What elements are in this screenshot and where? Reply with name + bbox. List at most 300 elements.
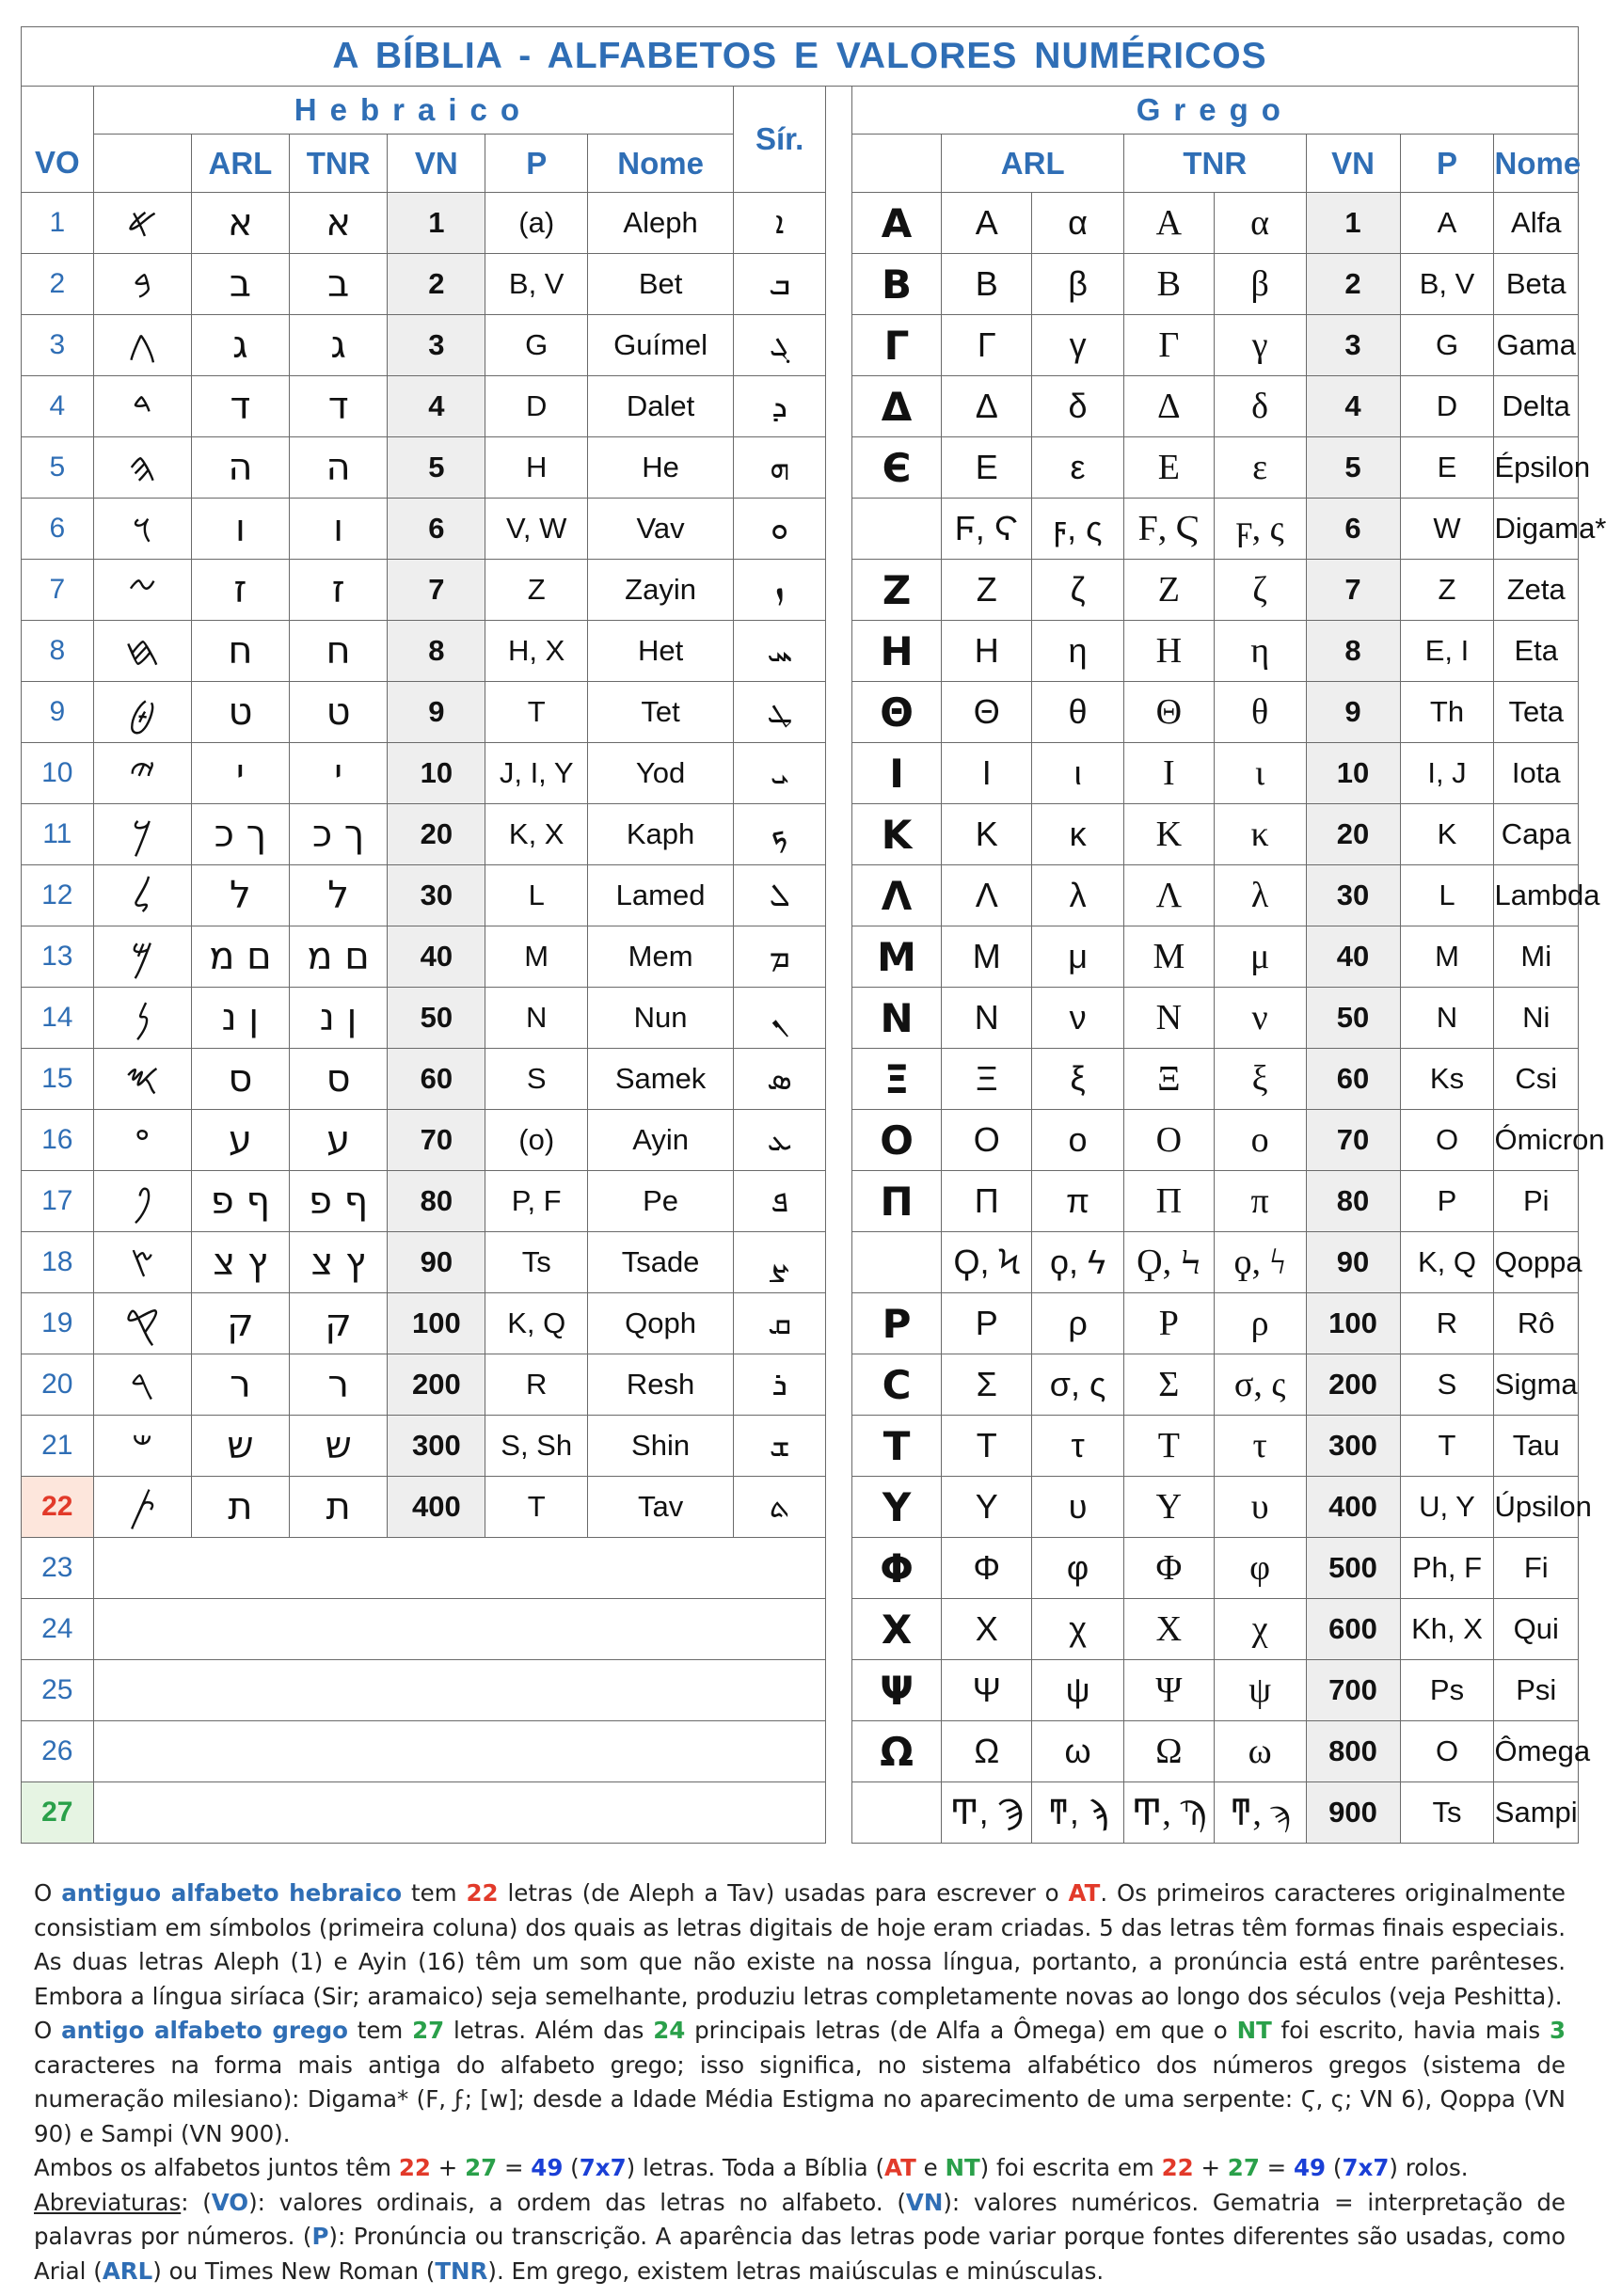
greek-upper-tnr: Κ xyxy=(1123,804,1214,865)
hebrew-numeric-value: 5 xyxy=(388,437,485,499)
note-segment: foi escrito, havia mais xyxy=(1271,2017,1550,2044)
greek-lower-arl: ν xyxy=(1032,988,1124,1049)
note-segment: caracteres na forma mais antiga do alfabeto grego; isso significa, no sistema alfabético dos números gregos (sistema de numeração milesiano): Digama* (Ϝ, ϝ; [w]; desde a Idade Média Estigma no aparecimento de uma serpente: Ϛ, ς; VN 6), Qoppa (VN 90) e Sampi (VN 900). xyxy=(34,2051,1566,2147)
greek-lower-tnr: ι xyxy=(1214,743,1306,804)
paleo-hebrew-letter: 𐤍 xyxy=(93,988,191,1049)
note-totals xyxy=(34,2151,1566,2186)
hebrew-numeric-value: 7 xyxy=(388,560,485,621)
hebrew-numeric-value: 40 xyxy=(388,926,485,988)
ordinal-value: 25 xyxy=(22,1660,94,1721)
greek-numeric-value: 300 xyxy=(1306,1416,1400,1477)
column-gap xyxy=(826,1782,852,1844)
column-gap xyxy=(826,1477,852,1538)
old-greek-letter: Κ xyxy=(851,804,942,865)
greek-numeric-value: 10 xyxy=(1306,743,1400,804)
hebrew-letter-tnr: ן נ xyxy=(290,988,388,1049)
old-greek-letter xyxy=(851,1782,942,1844)
syriac-letter: ܬ xyxy=(734,1477,826,1538)
old-greek-letter: Δ xyxy=(851,376,942,437)
hebrew-letter-name: Pe xyxy=(587,1171,733,1232)
syriac-letter: ܡ xyxy=(734,926,826,988)
ordinal-value: 2 xyxy=(22,254,94,315)
greek-pronunciation: Ph, F xyxy=(1400,1538,1494,1599)
hebrew-letter-arl: ז xyxy=(191,560,289,621)
note-segment: ) rolos. xyxy=(1389,2154,1469,2181)
empty-hebrew-cell xyxy=(93,1599,825,1660)
hebrew-pronunciation: N xyxy=(485,988,587,1049)
ordinal-value: 23 xyxy=(22,1538,94,1599)
greek-numeric-value: 60 xyxy=(1306,1049,1400,1110)
ordinal-value: 4 xyxy=(22,376,94,437)
hebrew-letter-arl: ע xyxy=(191,1110,289,1171)
header-hebrew-tnr: TNR xyxy=(290,135,388,193)
old-greek-letter: Β xyxy=(851,254,942,315)
greek-numeric-value: 6 xyxy=(1306,499,1400,560)
greek-letter-name: Tau xyxy=(1494,1416,1579,1477)
ordinal-value: 26 xyxy=(22,1721,94,1782)
greek-upper-tnr: Β xyxy=(1123,254,1214,315)
column-gap xyxy=(826,1538,852,1599)
greek-pronunciation: W xyxy=(1400,499,1494,560)
note-segment: 49 xyxy=(1294,2154,1327,2181)
greek-upper-tnr: Γ xyxy=(1123,315,1214,376)
note-segment: ). Em grego, existem letras maiúsculas e minúsculas. xyxy=(487,2256,1105,2285)
greek-pronunciation: M xyxy=(1400,926,1494,988)
hebrew-letter-arl: ם מ xyxy=(191,926,289,988)
header-greek-nome: Nome xyxy=(1494,135,1579,193)
table-row xyxy=(22,804,1579,865)
greek-upper-tnr: Ο xyxy=(1123,1110,1214,1171)
ordinal-value: 5 xyxy=(22,437,94,499)
greek-upper-tnr: Ω xyxy=(1123,1721,1214,1782)
empty-hebrew-cell xyxy=(93,1782,825,1844)
hebrew-pronunciation: D xyxy=(485,376,587,437)
greek-letter-name: Épsilon xyxy=(1494,437,1579,499)
greek-pronunciation: Z xyxy=(1400,560,1494,621)
greek-numeric-value: 4 xyxy=(1306,376,1400,437)
old-greek-letter: Ι xyxy=(851,743,942,804)
column-gap xyxy=(826,1599,852,1660)
greek-lower-tnr: η xyxy=(1214,621,1306,682)
hebrew-pronunciation: T xyxy=(485,682,587,743)
column-gap xyxy=(826,804,852,865)
hebrew-pronunciation: V, W xyxy=(485,499,587,560)
greek-letter-name: Iota xyxy=(1494,743,1579,804)
syriac-letter: ܐ xyxy=(734,193,826,254)
greek-lower-tnr: ρ xyxy=(1214,1293,1306,1354)
hebrew-letter-name: Nun xyxy=(587,988,733,1049)
old-greek-letter: Η xyxy=(851,621,942,682)
column-gap xyxy=(826,743,852,804)
hebrew-letter-name: Guímel xyxy=(587,315,733,376)
note-segment: e xyxy=(915,2154,946,2181)
greek-letter-name: Eta xyxy=(1494,621,1579,682)
old-greek-letter: Υ xyxy=(851,1477,942,1538)
syriac-letter: ܦ xyxy=(734,1171,826,1232)
greek-lower-arl: λ xyxy=(1032,865,1124,926)
greek-lower-tnr: α xyxy=(1214,193,1306,254)
greek-upper-tnr: Ρ xyxy=(1123,1293,1214,1354)
hebrew-numeric-value: 9 xyxy=(388,682,485,743)
syriac-letter: ܙ xyxy=(734,560,826,621)
header-syriac: Sír. xyxy=(734,87,826,193)
table-row xyxy=(22,682,1579,743)
hebrew-letter-tnr: ח xyxy=(290,621,388,682)
note-segment: ( xyxy=(563,2154,580,2181)
greek-letter-name: Teta xyxy=(1494,682,1579,743)
greek-upper-arl: Τ xyxy=(942,1416,1032,1477)
greek-lower-tnr: χ xyxy=(1214,1599,1306,1660)
greek-upper-arl: Θ xyxy=(942,682,1032,743)
greek-letter-name: Ómicron xyxy=(1494,1110,1579,1171)
note-segment: AT xyxy=(884,2154,916,2181)
hebrew-letter-name: Resh xyxy=(587,1354,733,1416)
greek-lower-tnr: ν xyxy=(1214,988,1306,1049)
hebrew-pronunciation: J, I, Y xyxy=(485,743,587,804)
greek-letter-name: Beta xyxy=(1494,254,1579,315)
syriac-letter: ܚ xyxy=(734,621,826,682)
greek-pronunciation: O xyxy=(1400,1110,1494,1171)
note-segment: + xyxy=(430,2154,466,2181)
column-gap xyxy=(826,1232,852,1293)
greek-lower-arl: γ xyxy=(1032,315,1124,376)
paleo-hebrew-letter: 𐤓 xyxy=(93,1354,191,1416)
syriac-letter: ܘ xyxy=(734,499,826,560)
hebrew-letter-tnr: ך כ xyxy=(290,804,388,865)
column-gap xyxy=(826,499,852,560)
hebrew-pronunciation: S, Sh xyxy=(485,1416,587,1477)
ordinal-value: 3 xyxy=(22,315,94,376)
table-row xyxy=(22,743,1579,804)
greek-upper-tnr: Ϝ, Ϛ xyxy=(1123,499,1214,560)
explanatory-notes xyxy=(34,1876,1566,2288)
syriac-letter: ܥ xyxy=(734,1110,826,1171)
hebrew-letter-name: Het xyxy=(587,621,733,682)
hebrew-letter-name: Tsade xyxy=(587,1232,733,1293)
hebrew-letter-tnr: ג xyxy=(290,315,388,376)
hebrew-letter-name: Mem xyxy=(587,926,733,988)
ordinal-value: 11 xyxy=(22,804,94,865)
paleo-hebrew-letter: 𐤈 xyxy=(93,682,191,743)
paleo-hebrew-letter: 𐤑 xyxy=(93,1232,191,1293)
greek-pronunciation: Ps xyxy=(1400,1660,1494,1721)
greek-numeric-value: 2 xyxy=(1306,254,1400,315)
old-greek-letter: Α xyxy=(851,193,942,254)
note-segment: = xyxy=(1259,2154,1294,2181)
hebrew-letter-name: Qoph xyxy=(587,1293,733,1354)
greek-pronunciation: T xyxy=(1400,1416,1494,1477)
greek-upper-tnr: Ψ xyxy=(1123,1660,1214,1721)
greek-upper-arl: Λ xyxy=(942,865,1032,926)
greek-pronunciation: L xyxy=(1400,865,1494,926)
table-row xyxy=(22,1171,1579,1232)
syriac-letter: ܗ xyxy=(734,437,826,499)
greek-numeric-value: 200 xyxy=(1306,1354,1400,1416)
syriac-letter: ܟ xyxy=(734,804,826,865)
table-row xyxy=(22,1599,1579,1660)
paleo-hebrew-letter: 𐤕 xyxy=(93,1477,191,1538)
greek-pronunciation: U, Y xyxy=(1400,1477,1494,1538)
hebrew-letter-arl: ה xyxy=(191,437,289,499)
note-segment: Abreviaturas xyxy=(34,2188,182,2216)
greek-lower-tnr: κ xyxy=(1214,804,1306,865)
greek-upper-arl: Β xyxy=(942,254,1032,315)
old-greek-letter: Φ xyxy=(851,1538,942,1599)
greek-numeric-value: 400 xyxy=(1306,1477,1400,1538)
greek-lower-tnr: ε xyxy=(1214,437,1306,499)
table-row xyxy=(22,193,1579,254)
hebrew-letter-tnr: ף פ xyxy=(290,1171,388,1232)
greek-lower-tnr: ω xyxy=(1214,1721,1306,1782)
header-greek: Grego xyxy=(851,87,1578,135)
note-segment: ): Pronúncia ou transcrição. A aparência das letras pode variar porque fontes diferentes são usadas, como Arial ( xyxy=(34,2223,1566,2285)
greek-upper-tnr: Η xyxy=(1123,621,1214,682)
old-greek-letter: Μ xyxy=(851,926,942,988)
header-hebrew-vn: VN xyxy=(388,135,485,193)
note-segment: NT xyxy=(945,2154,980,2181)
paleo-hebrew-letter: 𐤏 xyxy=(93,1110,191,1171)
hebrew-pronunciation: B, V xyxy=(485,254,587,315)
note-segment: 27 xyxy=(412,2017,445,2044)
greek-lower-arl: η xyxy=(1032,621,1124,682)
hebrew-letter-tnr: ר xyxy=(290,1354,388,1416)
note-segment: ) letras. Toda a Bíblia ( xyxy=(626,2154,885,2181)
hebrew-letter-name: Kaph xyxy=(587,804,733,865)
syriac-letter: ܕ xyxy=(734,376,826,437)
old-greek-letter: Є xyxy=(851,437,942,499)
hebrew-letter-tnr: ד xyxy=(290,376,388,437)
greek-lower-arl: ε xyxy=(1032,437,1124,499)
greek-lower-arl: ο xyxy=(1032,1110,1124,1171)
greek-letter-name: Úpsilon xyxy=(1494,1477,1579,1538)
hebrew-pronunciation: Ts xyxy=(485,1232,587,1293)
column-gap xyxy=(826,254,852,315)
note-abbreviations xyxy=(34,2186,1566,2289)
hebrew-numeric-value: 50 xyxy=(388,988,485,1049)
greek-lower-tnr: ψ xyxy=(1214,1660,1306,1721)
note-segment: Ambos os alfabetos juntos têm xyxy=(34,2154,399,2181)
syriac-letter: ܩ xyxy=(734,1293,826,1354)
greek-letter-name: Fi xyxy=(1494,1538,1579,1599)
ordinal-value: 13 xyxy=(22,926,94,988)
paleo-hebrew-letter: 𐤌 xyxy=(93,926,191,988)
greek-upper-arl: Δ xyxy=(942,376,1032,437)
ordinal-value: 18 xyxy=(22,1232,94,1293)
greek-upper-arl: Σ xyxy=(942,1354,1032,1416)
hebrew-numeric-value: 60 xyxy=(388,1049,485,1110)
greek-letter-name: Mi xyxy=(1494,926,1579,988)
note-segment: antigo alfabeto grego xyxy=(61,2017,348,2044)
column-gap xyxy=(826,988,852,1049)
greek-letter-name: Zeta xyxy=(1494,560,1579,621)
hebrew-letter-arl: ט xyxy=(191,682,289,743)
table-row xyxy=(22,1721,1579,1782)
hebrew-pronunciation: H, X xyxy=(485,621,587,682)
table-row xyxy=(22,1110,1579,1171)
greek-numeric-value: 5 xyxy=(1306,437,1400,499)
note-segment: VN xyxy=(905,2188,944,2216)
table-row xyxy=(22,988,1579,1049)
hebrew-pronunciation: Z xyxy=(485,560,587,621)
hebrew-letter-arl: ס xyxy=(191,1049,289,1110)
note-segment: NT xyxy=(1236,2017,1272,2044)
old-greek-letter: Ζ xyxy=(851,560,942,621)
greek-pronunciation: O xyxy=(1400,1721,1494,1782)
column-gap xyxy=(826,437,852,499)
greek-upper-tnr: Μ xyxy=(1123,926,1214,988)
hebrew-numeric-value: 2 xyxy=(388,254,485,315)
hebrew-letter-tnr: ו xyxy=(290,499,388,560)
hebrew-letter-arl: ח xyxy=(191,621,289,682)
greek-upper-tnr: Σ xyxy=(1123,1354,1214,1416)
greek-upper-arl: Ω xyxy=(942,1721,1032,1782)
table-row xyxy=(22,1782,1579,1844)
greek-lower-arl: ϝ, ς xyxy=(1032,499,1124,560)
hebrew-numeric-value: 1 xyxy=(388,193,485,254)
old-greek-letter: C xyxy=(851,1354,942,1416)
greek-lower-tnr: μ xyxy=(1214,926,1306,988)
note-greek xyxy=(34,2014,1566,2151)
note-segment: letras (de Aleph a Tav) usadas para escrever o xyxy=(498,1879,1069,1907)
hebrew-letter-name: Yod xyxy=(587,743,733,804)
old-greek-letter: Ν xyxy=(851,988,942,1049)
old-greek-letter: Θ xyxy=(851,682,942,743)
table-row xyxy=(22,1477,1579,1538)
hebrew-letter-name: Dalet xyxy=(587,376,733,437)
old-greek-letter: Ρ xyxy=(851,1293,942,1354)
table-row xyxy=(22,1660,1579,1721)
column-gap xyxy=(826,376,852,437)
column-gap xyxy=(826,1416,852,1477)
greek-pronunciation: G xyxy=(1400,315,1494,376)
old-greek-letter xyxy=(851,499,942,560)
header-hebrew-arl: ARL xyxy=(191,135,289,193)
hebrew-letter-name: Ayin xyxy=(587,1110,733,1171)
greek-lower-tnr: ϝ, ς xyxy=(1214,499,1306,560)
greek-pronunciation: E, I xyxy=(1400,621,1494,682)
greek-letter-name: Digama* xyxy=(1494,499,1579,560)
hebrew-letter-tnr: ם מ xyxy=(290,926,388,988)
greek-lower-tnr: γ xyxy=(1214,315,1306,376)
note-segment: 22 xyxy=(466,1879,499,1907)
table-row xyxy=(22,1049,1579,1110)
hebrew-numeric-value: 4 xyxy=(388,376,485,437)
hebrew-pronunciation: M xyxy=(485,926,587,988)
hebrew-pronunciation: S xyxy=(485,1049,587,1110)
greek-pronunciation: Ks xyxy=(1400,1049,1494,1110)
note-segment: O xyxy=(34,1879,62,1907)
old-greek-letter: Τ xyxy=(851,1416,942,1477)
header-greek-tnr: TNR xyxy=(1123,135,1306,193)
ordinal-value: 19 xyxy=(22,1293,94,1354)
greek-upper-arl: Γ xyxy=(942,315,1032,376)
greek-letter-name: Alfa xyxy=(1494,193,1579,254)
ordinal-value: 20 xyxy=(22,1354,94,1416)
column-gap xyxy=(826,1293,852,1354)
syriac-letter: ܨ xyxy=(734,1232,826,1293)
note-segment: 49 xyxy=(531,2154,564,2181)
greek-pronunciation: B, V xyxy=(1400,254,1494,315)
greek-upper-tnr: Φ xyxy=(1123,1538,1214,1599)
hebrew-pronunciation: K, X xyxy=(485,804,587,865)
hebrew-letter-arl: ג xyxy=(191,315,289,376)
greek-pronunciation: R xyxy=(1400,1293,1494,1354)
greek-numeric-value: 1 xyxy=(1306,193,1400,254)
note-segment: ARL xyxy=(102,2256,153,2285)
ordinal-value: 16 xyxy=(22,1110,94,1171)
old-greek-letter: Ο xyxy=(851,1110,942,1171)
greek-pronunciation: D xyxy=(1400,376,1494,437)
greek-lower-arl: μ xyxy=(1032,926,1124,988)
greek-upper-tnr: Δ xyxy=(1123,376,1214,437)
hebrew-letter-arl: א xyxy=(191,193,289,254)
hebrew-letter-tnr: י xyxy=(290,743,388,804)
hebrew-letter-arl: ש xyxy=(191,1416,289,1477)
hebrew-numeric-value: 6 xyxy=(388,499,485,560)
syriac-letter: ܣ xyxy=(734,1049,826,1110)
note-segment: AT xyxy=(1068,1879,1101,1907)
greek-lower-arl: υ xyxy=(1032,1477,1124,1538)
old-greek-letter xyxy=(851,1232,942,1293)
old-greek-letter: Π xyxy=(851,1171,942,1232)
greek-numeric-value: 20 xyxy=(1306,804,1400,865)
greek-upper-arl: Ϙ, Ϟ xyxy=(942,1232,1032,1293)
table-row xyxy=(22,560,1579,621)
greek-lower-arl: ͳ, ϡ xyxy=(1032,1782,1124,1844)
hebrew-letter-tnr: ה xyxy=(290,437,388,499)
header-greek-arl: ARL xyxy=(942,135,1124,193)
note-segment: TNR xyxy=(435,2256,488,2285)
greek-letter-name: Csi xyxy=(1494,1049,1579,1110)
greek-pronunciation: S xyxy=(1400,1354,1494,1416)
greek-lower-arl: ω xyxy=(1032,1721,1124,1782)
note-segment: 27 xyxy=(1227,2154,1260,2181)
column-gap xyxy=(826,682,852,743)
note-segment: ) ou Times New Roman ( xyxy=(152,2256,436,2285)
greek-upper-tnr: Υ xyxy=(1123,1477,1214,1538)
greek-numeric-value: 9 xyxy=(1306,682,1400,743)
greek-letter-name: Sampi xyxy=(1494,1782,1579,1844)
note-segment: letras. Além das xyxy=(444,2017,654,2044)
hebrew-letter-name: Zayin xyxy=(587,560,733,621)
greek-lower-arl: π xyxy=(1032,1171,1124,1232)
greek-lower-tnr: π xyxy=(1214,1171,1306,1232)
note-segment: 7x7 xyxy=(579,2154,627,2181)
table-row xyxy=(22,865,1579,926)
syriac-letter: ܛ xyxy=(734,682,826,743)
hebrew-numeric-value: 90 xyxy=(388,1232,485,1293)
greek-numeric-value: 8 xyxy=(1306,621,1400,682)
page-title: A BÍBLIA - ALFABETOS E VALORES NUMÉRICOS xyxy=(22,27,1579,87)
header-greek-p: P xyxy=(1400,135,1494,193)
greek-pronunciation: Th xyxy=(1400,682,1494,743)
note-segment: P xyxy=(311,2223,329,2250)
greek-upper-arl: Η xyxy=(942,621,1032,682)
greek-numeric-value: 50 xyxy=(1306,988,1400,1049)
hebrew-pronunciation: (a) xyxy=(485,193,587,254)
greek-lower-arl: δ xyxy=(1032,376,1124,437)
note-segment: + xyxy=(1193,2154,1228,2181)
hebrew-numeric-value: 200 xyxy=(388,1354,485,1416)
hebrew-letter-tnr: ע xyxy=(290,1110,388,1171)
paleo-hebrew-letter: 𐤉 xyxy=(93,743,191,804)
hebrew-letter-arl: ף פ xyxy=(191,1171,289,1232)
paleo-hebrew-letter: 𐤅 xyxy=(93,499,191,560)
ordinal-value: 12 xyxy=(22,865,94,926)
greek-upper-tnr: Π xyxy=(1123,1171,1214,1232)
greek-upper-tnr: Λ xyxy=(1123,865,1214,926)
paleo-hebrew-letter: 𐤄 xyxy=(93,437,191,499)
